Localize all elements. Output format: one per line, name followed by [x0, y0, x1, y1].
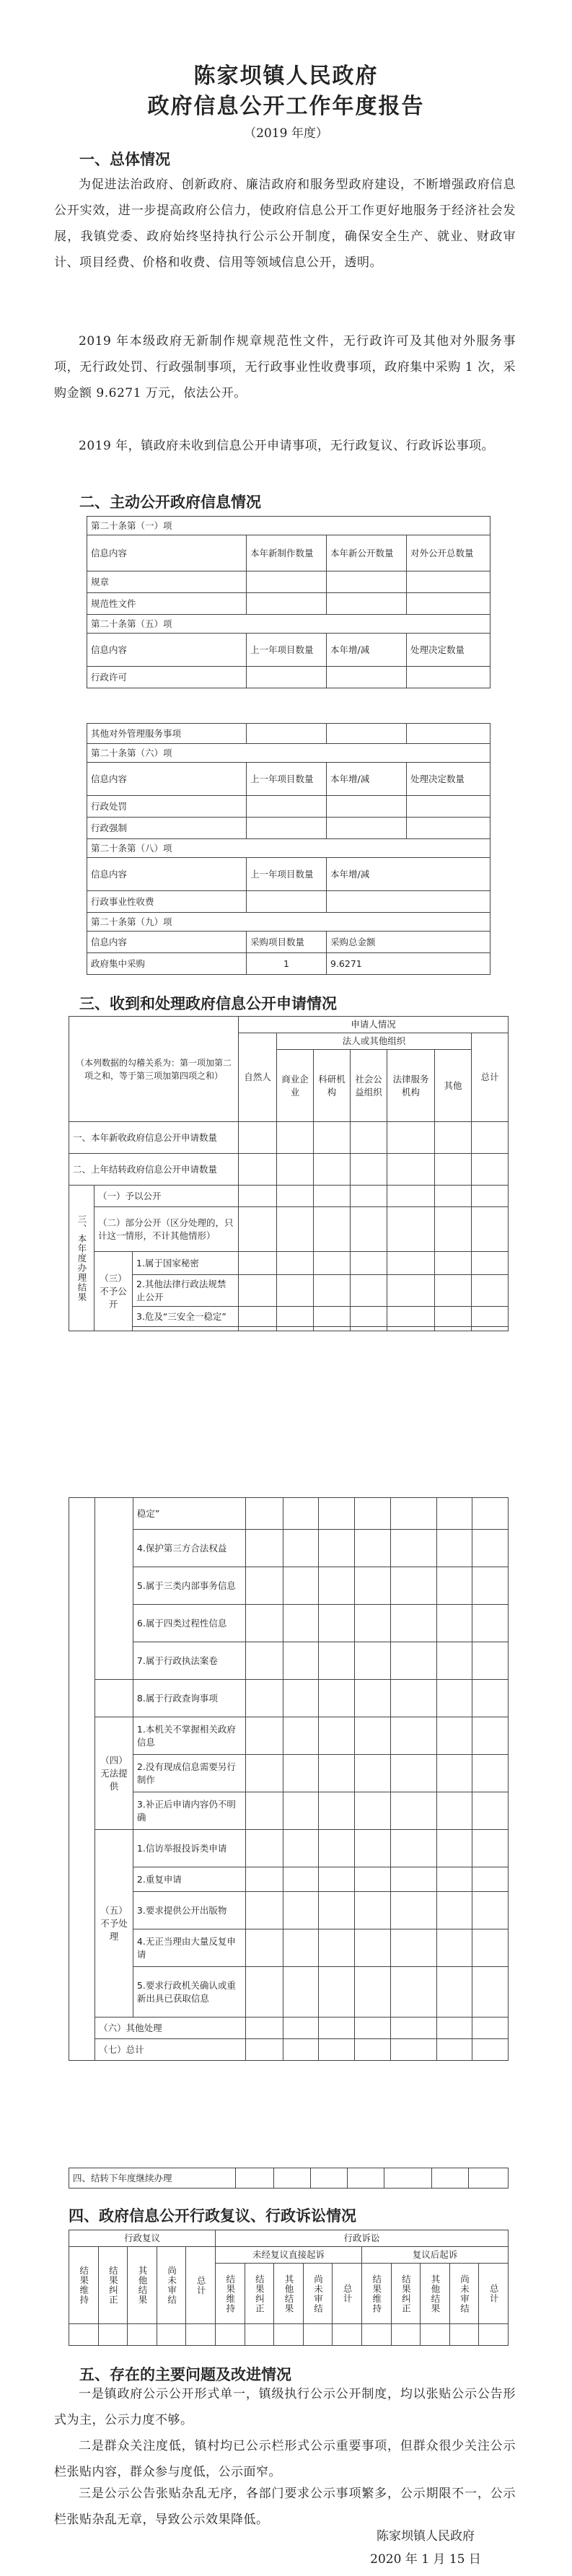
header-cell: 本年新公开数量	[327, 535, 407, 571]
active-disclosure-table-2	[87, 723, 490, 975]
application-table-2	[69, 1497, 509, 2061]
legal-col-header: 法律服务机构	[387, 1050, 435, 1122]
lawsuit-col: 尚未审结	[303, 2264, 333, 2324]
row-cannot-provide: （四）无法提供	[95, 1717, 133, 1830]
report-title-line1: 陈家坝镇人民政府	[193, 63, 379, 89]
section1-heading: 一、总体情况	[79, 150, 170, 168]
row-not-processed: （五）不予处理	[95, 1830, 133, 2018]
reason-item: 3.危及“三安全一稳定”	[133, 1307, 239, 1327]
row-results-total: （七）总计	[95, 2039, 246, 2061]
art1-label: 第二十条第（一）项	[87, 517, 490, 535]
row-partial: （二）部分公开（区分处理的，只计这一情形，不计其他情形）	[94, 1207, 239, 1252]
legal-col-header: 其他	[435, 1050, 472, 1122]
application-table-1	[69, 1016, 509, 1331]
art5-label: 第二十条第（五）项	[87, 615, 490, 634]
section5-para2: 二是群众关注度低，镇村均已公示栏形式公示重要事项，但群众很少关注公示栏张贴内容，群众参与度低，公示面窄。	[54, 2439, 516, 2479]
reason-item: 7.属于行政执法案卷	[133, 1642, 245, 1680]
section1-para2: 2019 年本级政府无新制作规章规范性文件，无行政许可及其他对外服务事项，无行政处罚、行政强制事项，无行政事业性收费事项，政府集中采购 1 次，采购金额 9.6271 万元，依法公开。	[54, 334, 516, 400]
header-cell: 本年新制作数量	[247, 535, 327, 571]
section1-para1: 为促进法治政府、创新政府、廉洁政府和服务型政府建设，不断增强政府信息公开实效，进一步提高政府公信力，使政府信息公开工作更好地服务于经济社会发展，我镇党委、政府始终坚持执行公示公开制度，确保安全生产、就业、财政审计、项目经费、价格和收费、信用等领域信息公开，透明。	[54, 178, 516, 270]
reason-item: 5.要求行政机关确认或重新出具已获取信息	[133, 1967, 245, 2018]
natural-person-header: 自然人	[239, 1033, 277, 1122]
header-cell: 信息内容	[87, 634, 247, 667]
after-review-header: 复议后起诉	[361, 2247, 508, 2264]
row-other-handling: （六）其他处理	[95, 2018, 246, 2039]
reason-item: 4.无正当理由大量反复申请	[133, 1929, 245, 1967]
lawsuit-col: 其他结果	[274, 2264, 304, 2324]
header-cell: 本年增/减	[327, 634, 407, 667]
reason-item: 2.其他法律行政法规禁止公开	[133, 1275, 239, 1307]
lawsuit-col: 总计	[479, 2264, 509, 2324]
lawsuit-col: 结果纠正	[245, 2264, 274, 2324]
header-cell: 对外公开总数量	[407, 535, 490, 571]
legal-col-header: 社会公益组织	[351, 1050, 387, 1122]
art8-label: 第二十条第（八）项	[87, 839, 490, 858]
active-disclosure-table-1	[87, 516, 490, 688]
header-cell: 信息内容	[87, 763, 247, 796]
lawsuit-header: 行政诉讼	[215, 2230, 508, 2247]
legal-person-header: 法人或其他组织	[277, 1033, 472, 1050]
procurement-amount: 9.6271	[327, 953, 490, 975]
section3-heading: 三、收到和处理政府信息公开申请情况	[79, 994, 337, 1012]
header-cell: 处理决定数量	[407, 763, 490, 796]
row-label: 规范性文件	[87, 593, 247, 615]
reason-item: 1.本机关不掌握相关政府信息	[133, 1717, 245, 1755]
reason-item: 6.属于四类过程性信息	[133, 1605, 245, 1642]
section5-para1: 一是镇政府公示公开形式单一，镇级执行公示公开制度，均以张贴公示公告形式为主，公示力度不够。	[54, 2387, 516, 2427]
review-header: 行政复议	[69, 2230, 216, 2247]
lawsuit-col: 尚未审结	[449, 2264, 479, 2324]
reason-item: 5.属于三类内部事务信息	[133, 1567, 245, 1605]
review-col: 总计	[186, 2247, 216, 2324]
reason-item: 4.保护第三方合法权益	[133, 1530, 245, 1567]
report-title-line2: 政府信息公开工作年度报告	[147, 94, 425, 119]
lawsuit-col: 总计	[333, 2264, 362, 2324]
row-label: 行政许可	[87, 667, 247, 688]
row-label: 规章	[87, 571, 247, 593]
row-label: 其他对外管理服务事项	[87, 724, 247, 744]
art9-label: 第二十条第（九）项	[87, 913, 490, 932]
reason-item: 1.属于国家秘密	[133, 1252, 239, 1275]
header-cell: 上一年项目数量	[247, 763, 327, 796]
procurement-count: 1	[247, 953, 327, 975]
row-not-disclosed: （三）不予公开	[94, 1252, 133, 1331]
total-header: 总计	[472, 1033, 509, 1122]
lawsuit-col: 其他结果	[421, 2264, 450, 2324]
row-label: 行政处罚	[87, 796, 247, 818]
header-cell: 上一年项目数量	[247, 858, 327, 891]
lawsuit-col: 结果维持	[215, 2264, 245, 2324]
corner-note: （本列数据的勾稽关系为：第一项加第二项之和，等于第三项加第四项之和）	[69, 1017, 239, 1122]
review-col: 结果维持	[69, 2247, 99, 2324]
report-year: （2019 年度）	[244, 126, 328, 141]
row-label: 行政事业性收费	[87, 891, 247, 913]
header-cell: 本年增/减	[327, 858, 490, 891]
section4-heading: 四、政府信息公开行政复议、行政诉讼情况	[69, 2207, 356, 2225]
application-table-2-last-row	[69, 2168, 509, 2189]
row-label: 政府集中采购	[87, 953, 247, 975]
art6-label: 第二十条第（六）项	[87, 744, 490, 763]
section5-para3: 三是公示公告张贴杂乱无序，各部门要求公示事项繁多，公示期限不一，公示栏张贴杂乱无章，导致公示效果降低。	[54, 2487, 516, 2527]
lawsuit-col: 结果纠正	[391, 2264, 421, 2324]
lawsuit-col: 结果维持	[361, 2264, 391, 2324]
header-cell: 信息内容	[87, 932, 247, 953]
reason-item: 8.属于行政查询事项	[133, 1680, 245, 1717]
header-cell: 信息内容	[87, 535, 247, 571]
header-cell: 采购总金额	[327, 932, 490, 953]
reason-item: 3.补正后申请内容仍不明确	[133, 1792, 245, 1830]
review-col: 结果纠正	[98, 2247, 128, 2324]
section1-para3: 2019 年，镇政府未收到信息公开申请事项，无行政复议、行政诉讼事项。	[79, 439, 495, 453]
header-cell: 上一年项目数量	[247, 634, 327, 667]
reason-item: 1.信访举报投诉类申请	[133, 1830, 245, 1867]
legal-col-header: 科研机构	[314, 1050, 351, 1122]
reason-item: 2.没有现成信息需要另行制作	[133, 1755, 245, 1792]
signature-org: 陈家坝镇人民政府	[377, 2529, 475, 2544]
header-cell: 处理决定数量	[407, 634, 490, 667]
row-new-applications: 一、本年新收政府信息公开申请数量	[69, 1122, 239, 1154]
row-results: 三、本年度办理结果	[69, 1186, 94, 1331]
reason-item: 3.要求提供公开出版物	[133, 1892, 245, 1929]
row-carry-forward: 四、结转下年度继续办理	[69, 2168, 236, 2189]
reason-item-continued: 稳定”	[133, 1498, 245, 1530]
header-cell: 本年增/减	[327, 763, 407, 796]
header-cell: 采购项目数量	[247, 932, 327, 953]
legal-col-header: 商业企业	[277, 1050, 314, 1122]
header-cell: 信息内容	[87, 858, 247, 891]
review-lawsuit-table	[69, 2230, 509, 2346]
no-review-header: 未经复议直接起诉	[215, 2247, 361, 2264]
signature-date: 2020 年 1 月 15 日	[370, 2552, 481, 2567]
row-carried-over: 二、上年结转政府信息公开申请数量	[69, 1154, 239, 1186]
row-label: 行政强制	[87, 818, 247, 839]
reason-item: 2.重复申请	[133, 1867, 245, 1892]
review-col: 尚未审结	[157, 2247, 186, 2324]
section5-heading: 五、存在的主要问题及改进情况	[79, 2365, 291, 2383]
review-col: 其他结果	[128, 2247, 157, 2324]
row-disclosed: （一）予以公开	[94, 1186, 239, 1207]
applicant-header: 申请人情况	[239, 1017, 509, 1033]
section2-heading: 二、主动公开政府信息情况	[79, 493, 261, 511]
